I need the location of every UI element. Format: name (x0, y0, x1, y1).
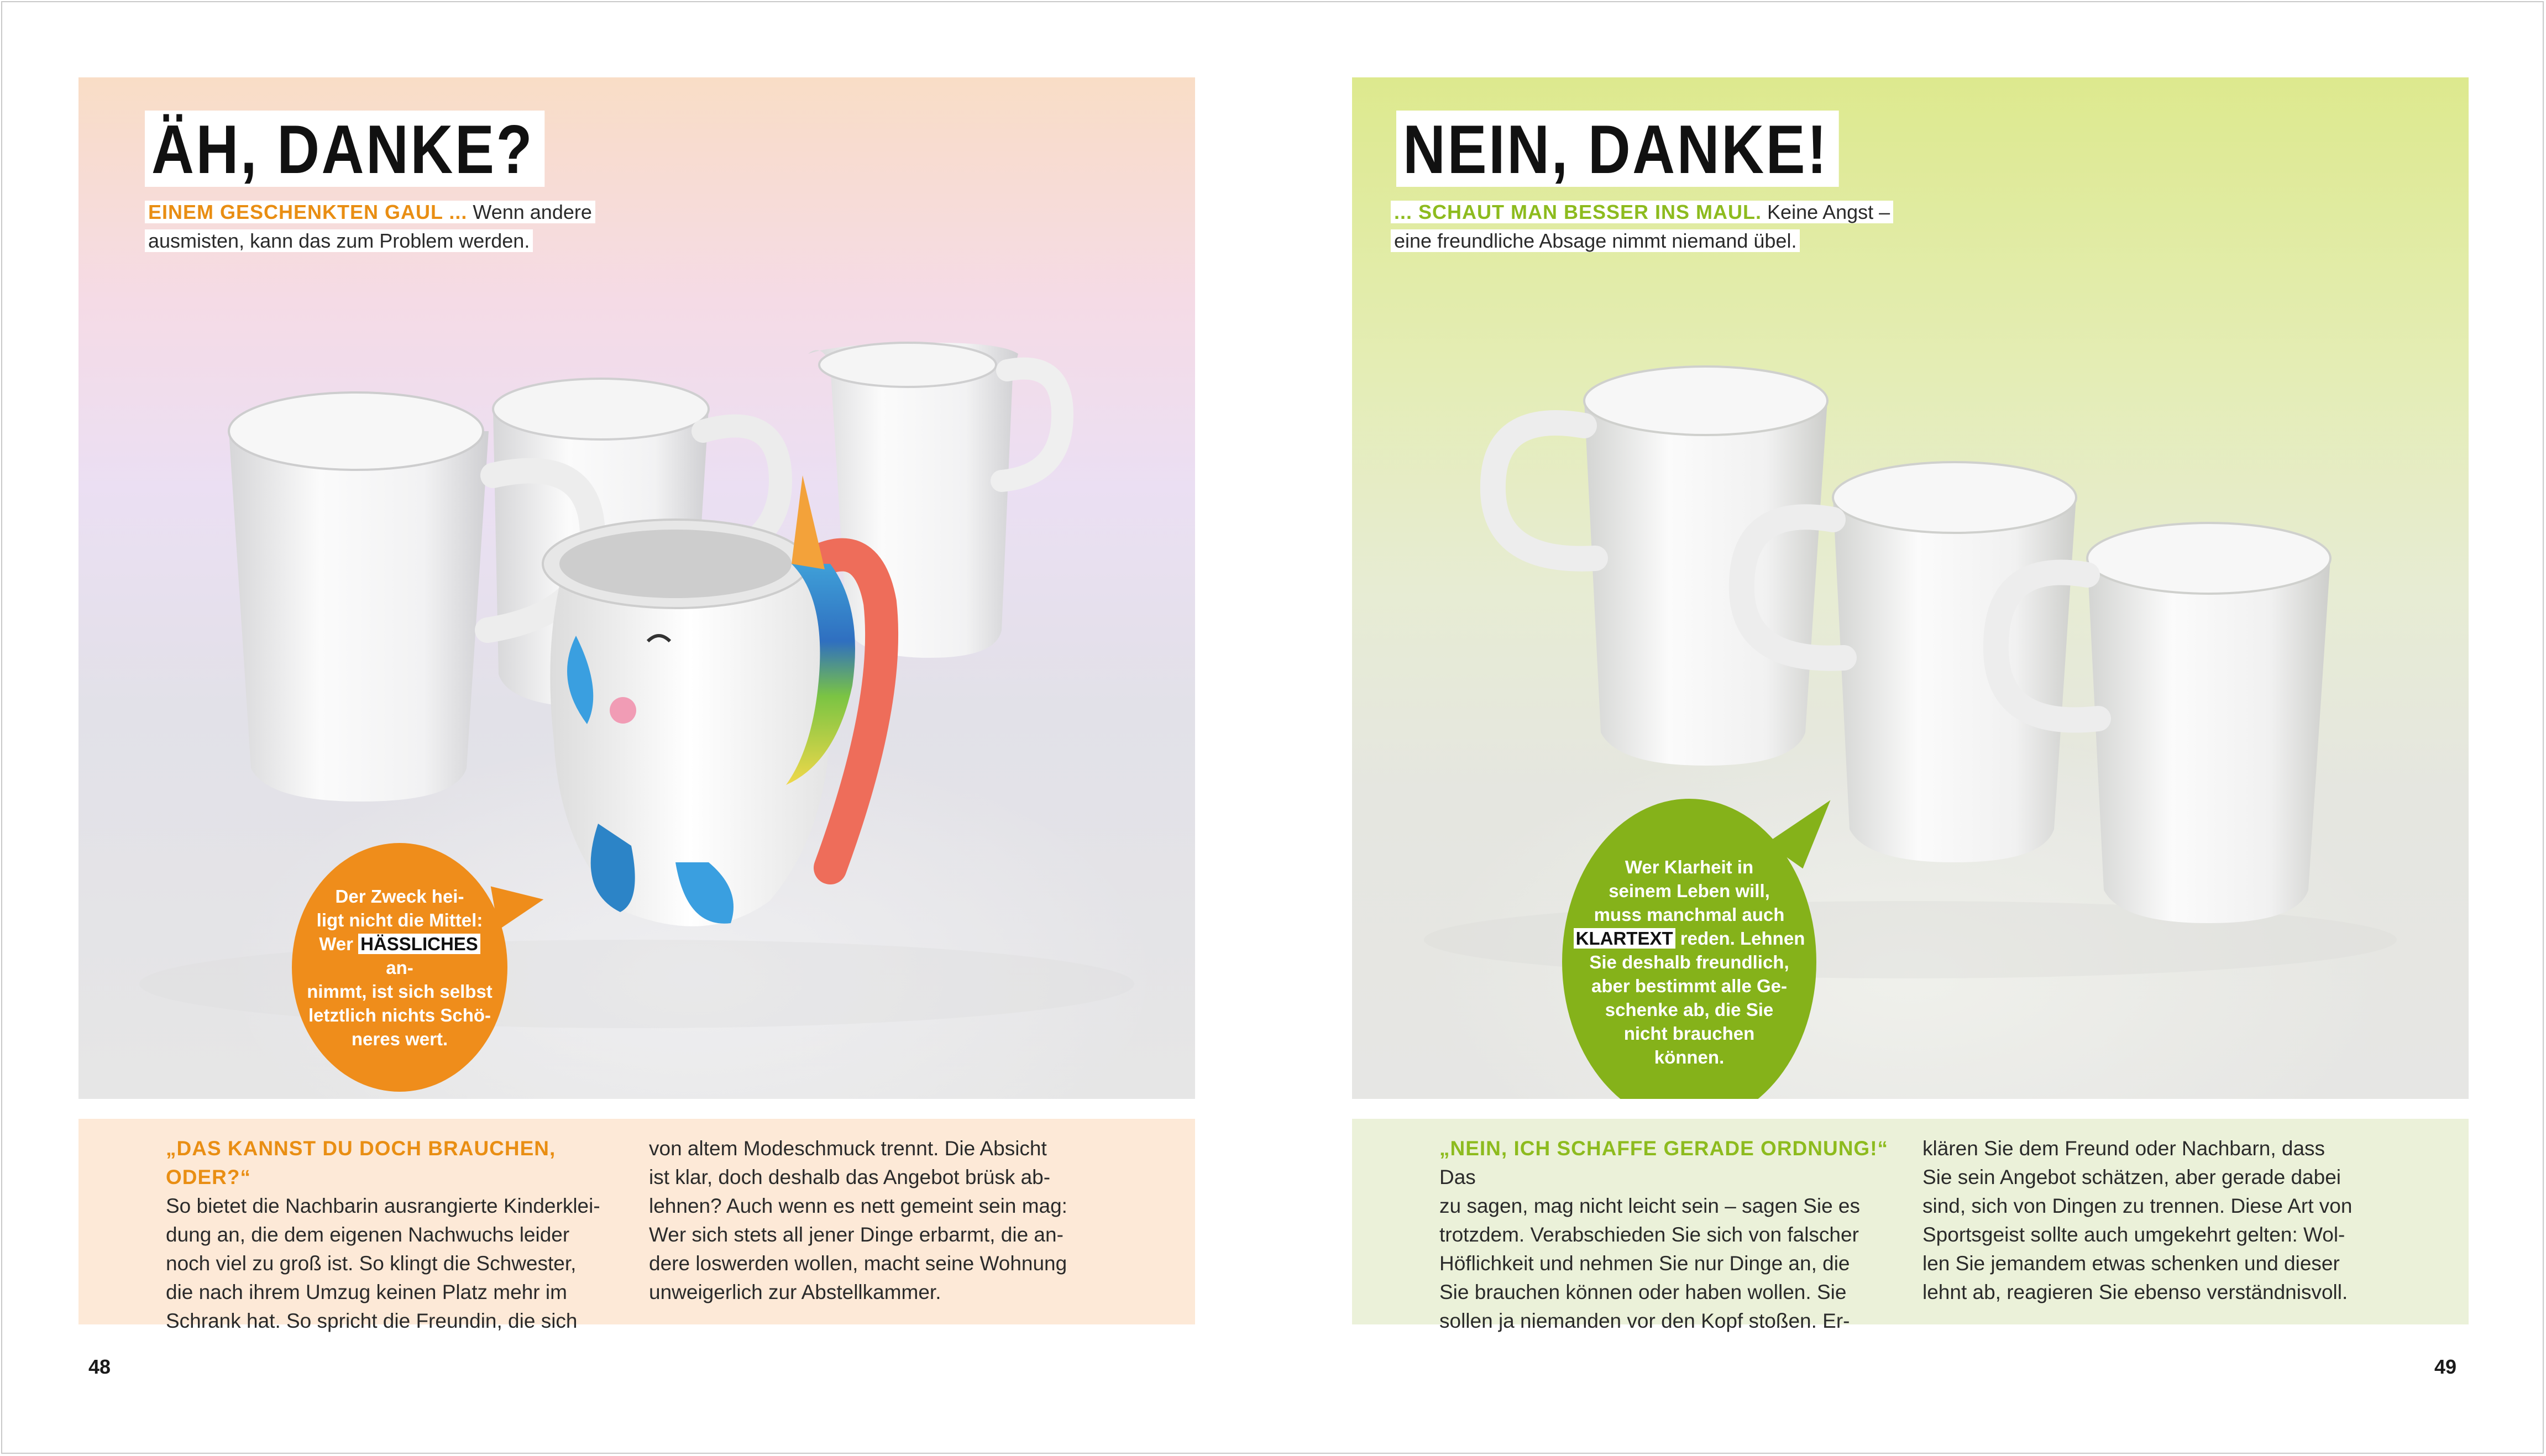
right-col2-line: klären Sie dem Freund oder Nachbarn, dass (1922, 1137, 2325, 1160)
left-quote: „DAS KANNST DU DOCH BRAUCHEN, ODER?“ (166, 1137, 556, 1188)
left-col2-line: unweigerlich zur Abstellkammer. (649, 1281, 941, 1303)
right-lead-text-2: eine freundliche Absage nimmt niemand übel. (1391, 229, 1800, 252)
right-headline: NEIN, DANKE! (1396, 111, 1839, 187)
right-column-2 (1922, 1134, 2376, 1307)
right-lead-highlight: ... SCHAUT MAN BESSER INS MAUL. (1394, 201, 1762, 223)
right-photo (1352, 77, 2469, 1099)
right-col1-line: Höflichkeit und nehmen Sie nur Dinge an, die (1439, 1252, 1850, 1275)
right-quote: „NEIN, ICH SCHAFFE GERADE ORDNUNG!“ (1439, 1137, 1889, 1160)
left-bubble-line-6: neres wert. (351, 1028, 448, 1049)
right-col2-line: Sportsgeist sollte auch umgekehrt gelten: Wol- (1922, 1223, 2345, 1246)
page-number-left: 48 (88, 1355, 111, 1378)
left-lead-text-1: Wenn andere (467, 201, 592, 223)
left-col1-line: die nach ihrem Umzug keinen Platz mehr im (166, 1281, 567, 1303)
left-col1-line: dung an, die dem eigenen Nachwuchs leider (166, 1223, 570, 1246)
right-lead-text-1: Keine Angst – (1762, 201, 1890, 223)
right-col2-line: len Sie jemandem etwas schenken und dieser (1922, 1252, 2340, 1275)
right-bubble-keyword: KLARTEXT (1574, 928, 1675, 949)
left-bubble-line-2: ligt nicht die Mittel: (316, 909, 483, 930)
right-bubble-line-7: schenke ab, die Sie (1605, 999, 1774, 1020)
right-bubble-line-3: muss manchmal auch (1594, 904, 1785, 925)
left-col2-line: dere loswerden wollen, macht seine Wohnung (649, 1252, 1067, 1275)
right-col2-line: sind, sich von Dingen zu trennen. Diese Art von (1922, 1195, 2353, 1217)
page-number-right: 49 (2434, 1355, 2457, 1378)
right-quote-rest: Das (1439, 1166, 1476, 1188)
left-headline: ÄH, DANKE? (145, 111, 544, 187)
right-col1-line: sollen ja niemanden vor den Kopf stoßen. Er- (1439, 1310, 1850, 1332)
right-bubble-line-9: können. (1654, 1046, 1725, 1067)
left-col1-line: noch viel zu groß ist. So klingt die Schwester, (166, 1252, 577, 1275)
left-col2-line: Wer sich stets all jener Dinge erbarmt, die an- (649, 1223, 1064, 1246)
left-col2-line: lehnen? Auch wenn es nett gemeint sein mag: (649, 1195, 1067, 1217)
left-col2-line: ist klar, doch deshalb das Angebot brüsk ab- (649, 1166, 1051, 1188)
right-bubble-line-4b: reden. Lehnen (1675, 928, 1805, 949)
left-bubble-line-1: Der Zweck hei- (335, 886, 464, 907)
left-photo (78, 77, 1195, 1099)
right-col1-line: trotzdem. Verabschieden Sie sich von falscher (1439, 1223, 1859, 1246)
left-bubble-line-3b: an- (386, 957, 413, 978)
right-col2-line: Sie sein Angebot schätzen, aber gerade dabei (1922, 1166, 2341, 1188)
right-bubble-line-1: Wer Klarheit in (1625, 856, 1754, 877)
left-lead-text-2: ausmisten, kann das zum Problem werden. (145, 229, 533, 252)
right-text-box (1352, 1119, 2469, 1332)
left-col1-line: Schrank hat. So spricht die Freundin, die sich (166, 1310, 578, 1332)
left-bubble-line-4: nimmt, ist sich selbst (307, 981, 493, 1002)
left-column-1 (166, 1134, 619, 1335)
left-col1-line: So bietet die Nachbarin ausrangierte Kinderklei- (166, 1195, 600, 1217)
left-speech-bubble (292, 843, 507, 1092)
left-column-2 (649, 1134, 1102, 1307)
left-col2-line: von altem Modeschmuck trennt. Die Absicht (649, 1137, 1047, 1160)
left-text-box (78, 1119, 1195, 1332)
left-lead-highlight: EINEM GESCHENKTEN GAUL ... (148, 201, 468, 223)
left-subhead (145, 198, 595, 255)
right-column-1 (1439, 1134, 1893, 1335)
right-subhead (1391, 198, 1893, 255)
right-bubble-line-5: Sie deshalb freundlich, (1589, 951, 1789, 972)
right-col2-line: lehnt ab, reagieren Sie ebenso verständnisvoll. (1922, 1281, 2348, 1303)
right-bubble-line-8: nicht brauchen (1623, 1023, 1755, 1044)
right-bubble-line-2: seinem Leben will, (1609, 880, 1770, 901)
right-bubble-line-6: aber bestimmt alle Ge- (1591, 975, 1787, 996)
left-bubble-keyword: HÄSSLICHES (358, 934, 480, 954)
right-col1-line: zu sagen, mag nicht leicht sein – sagen Sie es (1439, 1195, 1861, 1217)
left-bubble-line-3a: Wer (319, 933, 359, 954)
right-col1-line: Sie brauchen können oder haben wollen. Sie (1439, 1281, 1847, 1303)
left-bubble-line-5: letztlich nichts Schö- (308, 1004, 491, 1025)
